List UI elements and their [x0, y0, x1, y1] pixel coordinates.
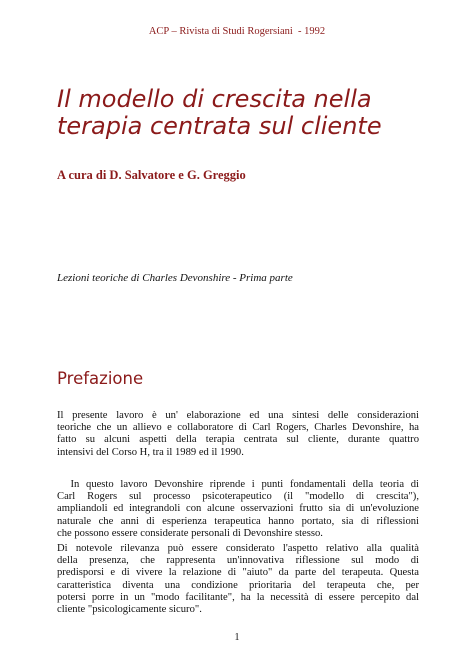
paragraph-line: intensivi del Corso H, tra il 1989 ed il 1990.: [57, 446, 244, 458]
paragraph-2: [57, 479, 419, 540]
paragraph-line: teoriche che un allievo e collaboratore di Carl Rogers, Charles Devonshire, ha: [57, 422, 419, 434]
title-line-1: Il modello di crescita nella: [57, 85, 372, 113]
running-header: ACP – Rivista di Studi Rogersiani - 1992: [148, 26, 326, 37]
paragraph-line: Il presente lavoro è un' elaborazione ed una sintesi delle considerazioni: [57, 410, 419, 421]
paragraph-line: della presenza, che rappresenta un'innovativa riflessione sul modo di: [57, 555, 419, 567]
paragraph-3: [57, 543, 419, 616]
title-line-2: terapia centrata sul cliente: [57, 112, 382, 140]
paragraph-line: cliente "psicologicamente sicuro".: [57, 604, 202, 616]
page-number: 1: [234, 632, 240, 643]
section-heading-prefazione: Prefazione: [57, 369, 144, 388]
paragraph-line: ampliandoli ed integrandoli con alcune osservazioni frutto sia di un'evoluzione: [57, 503, 419, 515]
document-title: [57, 86, 457, 140]
curators-line: A cura di D. Salvatore e G. Greggio: [57, 168, 246, 182]
paragraph-line: fatto su alcuni aspetti della terapia centrata sul cliente, durante quattro: [57, 434, 419, 446]
paragraph-line: Carl Rogers sul processo psicoterapeutico (il "modello di crescita"),: [57, 491, 419, 503]
paragraph-line: In questo lavoro Devonshire riprende i punti fondamentali della teoria di: [57, 479, 419, 490]
paragraph-line: naturale che anni di esperienza terapeutica hanno portato, sia di riflessioni: [57, 515, 419, 527]
paragraph-line: Di notevole rilevanza può essere considerato l'aspetto relativo alla qualità: [57, 543, 419, 554]
paragraph-line: predisporsi e di vivere la relazione di "aiuto" da parte del terapeuta. Questa: [57, 567, 419, 579]
paragraph-line: potersi porre in un "modo facilitante", ha la necessità di essere percepito dal: [57, 591, 419, 603]
lessons-subtitle: Lezioni teoriche di Charles Devonshire - Prima parte: [57, 272, 293, 284]
paragraph-1: [57, 410, 419, 459]
paragraph-line: che possono essere considerate personali di Devonshire stesso.: [57, 527, 323, 539]
paragraph-line: caratteristica diventa una condizione prioritaria del terapeuta che, per: [57, 579, 419, 591]
